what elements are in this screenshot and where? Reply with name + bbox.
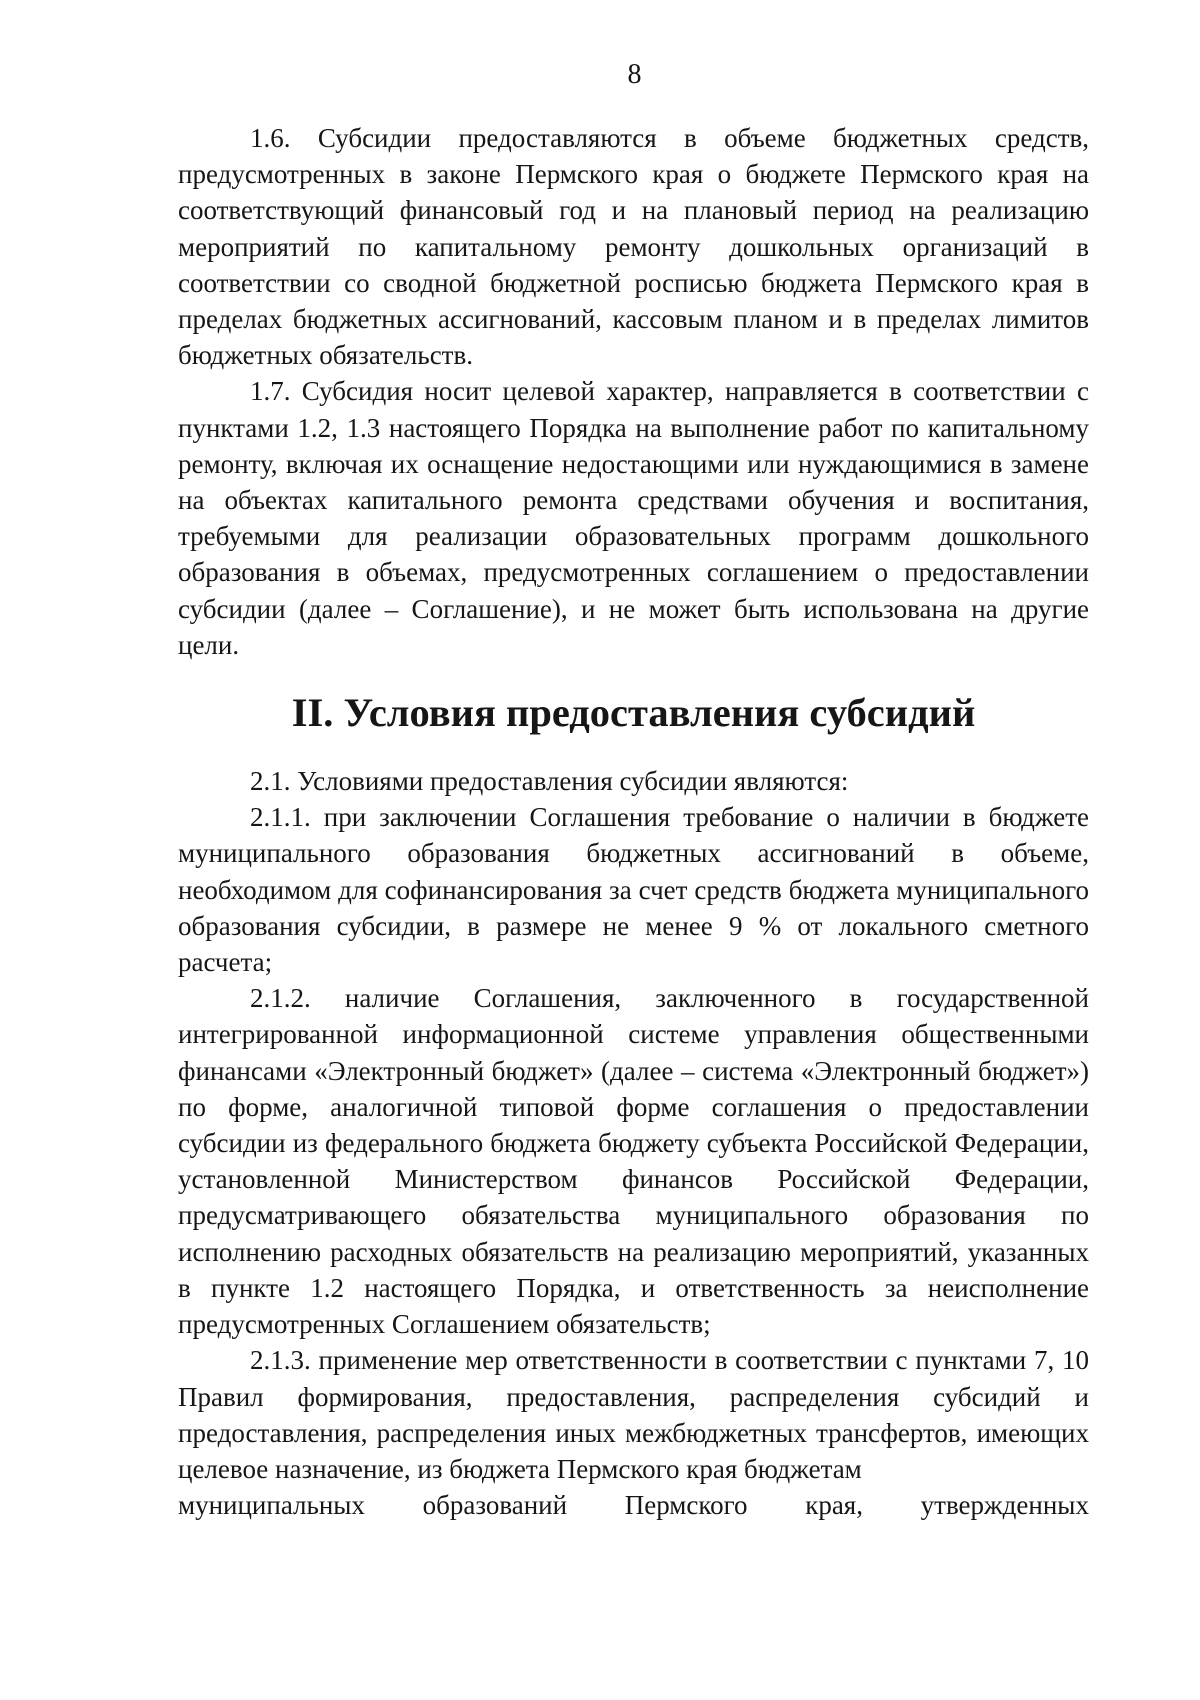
paragraph-2-1: 2.1. Условиями предоставления субсидии являются: xyxy=(250,766,849,797)
document-body xyxy=(178,120,1089,1523)
continuation-word: Пермского xyxy=(624,1490,748,1521)
paragraph-2-1-1: 2.1.1. при заключении Соглашения требование о наличии в бюджете муниципального образования бюджетных ассигнований в объеме, необходимом для софинансирования за счет средств бюджета муниципального образования субсидии, в размере не менее 9 % от локального сметного расчета; xyxy=(178,802,1089,978)
paragraph-1-6: 1.6. Субсидии предоставляются в объеме бюджетных средств, предусмотренных в законе Пермского края о бюджете Пермского края на соответствующий финансовый год и на плановый период на реализацию мероприятий по капитальному ремонту дошкольных организаций в соответствии со сводной бюджетной росписью бюджета Пермского края в пределах бюджетных ассигнований, кассовым планом и в пределах лимитов бюджетных обязательств. xyxy=(178,123,1089,371)
page-number: 8 xyxy=(627,59,642,90)
continuation-word: муниципальных xyxy=(178,1490,365,1521)
continuation-word: утвержденных xyxy=(920,1490,1089,1521)
paragraph-2-1-3: 2.1.3. применение мер ответственности в соответствии с пунктами 7, 10 Правил формирования, предоставления, распределения субсидий и предоставления, распределения иных межбюджетных трансфертов, имеющих целевое назначение, из бюджета Пермского края бюджетам xyxy=(178,1345,1089,1484)
spacer xyxy=(178,731,1089,763)
paragraph-2-1-2: 2.1.2. наличие Соглашения, заключенного в государственной интегрированной информационной системе управления общественными финансами «Электронный бюджет» (далее – система «Электронный бюджет») по форме, аналогичной типовой форме соглашения о предоставлении субсидии из федерального бюджета бюджету субъекта Российской Федерации, установленной Министерством финансов Российской Федерации, предусматривающего обязательства муниципального образования по исполнению расходных обязательств на реализацию мероприятий, указанных в пункте 1.2 настоящего Порядка, и ответственность за неисполнение предусмотренных Соглашением обязательств; xyxy=(178,983,1089,1340)
paragraph-1-7: 1.7. Субсидия носит целевой характер, направляется в соответствии с пунктами 1.2, 1.3 настоящего Порядка на выполнение работ по капитальному ремонту, включая их оснащение недостающими или нуждающимися в замене на объектах капитального ремонта средствами обучения и воспитания, требуемыми для реализации образовательных программ дошкольного образования в объемах, предусмотренных соглашением о предоставлении субсидии (далее – Соглашение), и не может быть использована на другие цели. xyxy=(178,376,1089,660)
continuation-word: образований xyxy=(422,1490,568,1521)
continuation-word: края, xyxy=(805,1490,863,1521)
paragraph-2-1-3-continuation xyxy=(178,1487,1089,1523)
section-heading-2: II. Условия предоставления субсидий xyxy=(291,690,976,736)
